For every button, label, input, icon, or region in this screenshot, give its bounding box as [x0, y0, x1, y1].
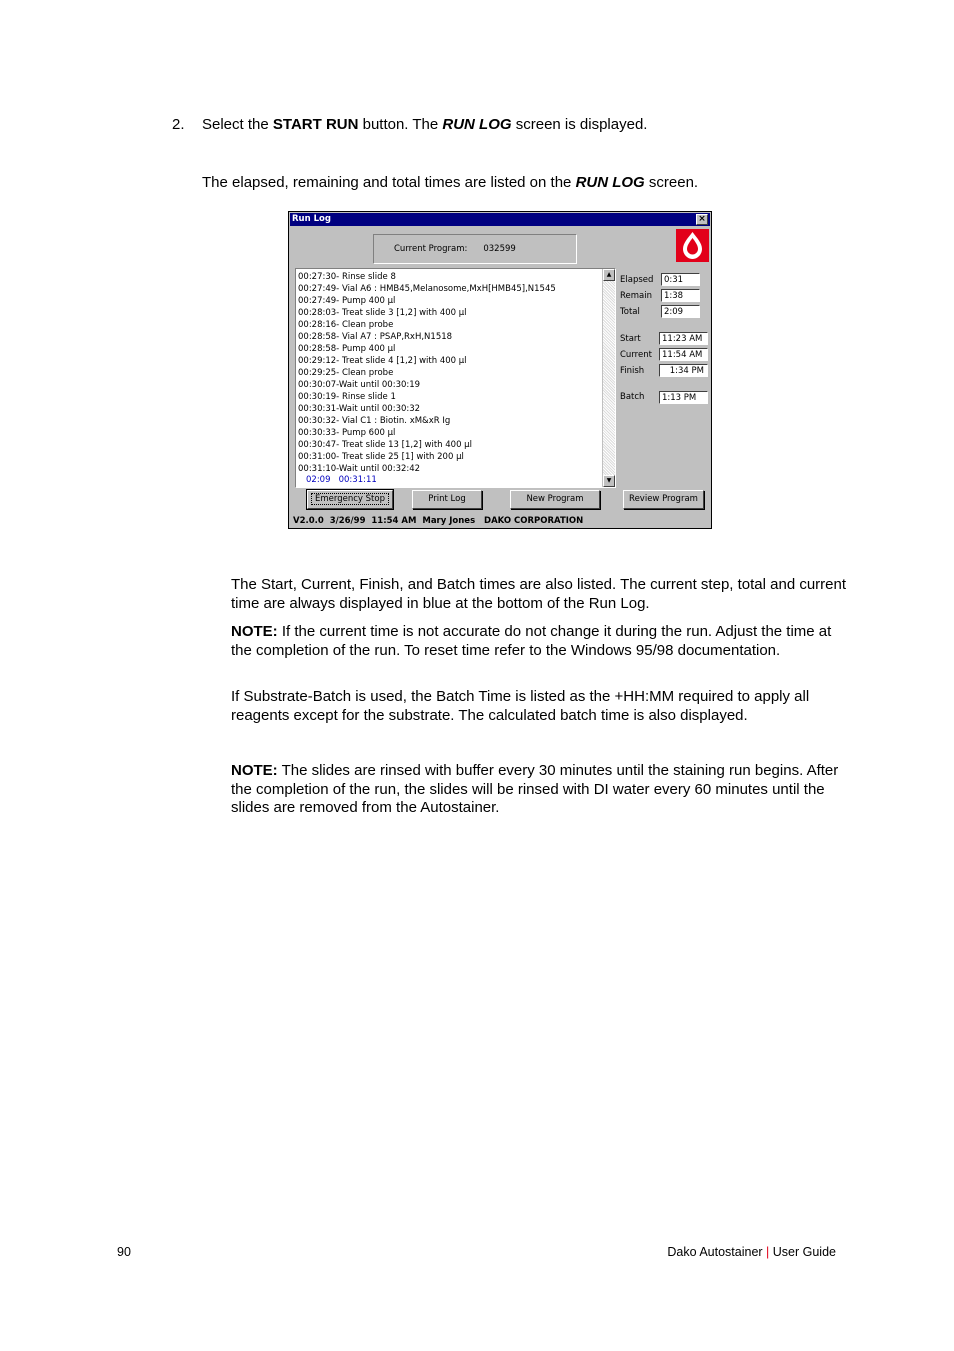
- status-bar: V2.0.0 3/26/99 11:54 AM Mary Jones DAKO CORPORATION: [293, 516, 584, 526]
- elapsed-field[interactable]: 0:31: [661, 273, 700, 286]
- batch-label: Batch: [620, 392, 645, 402]
- run-log-list[interactable]: [295, 268, 616, 488]
- remain-field[interactable]: 1:38: [661, 289, 700, 302]
- log-line: 00:28:16- Clean probe: [298, 320, 394, 330]
- total-label: Total: [620, 307, 640, 317]
- log-line: 00:30:32- Vial C1 : Biotin. xM&xR Ig: [298, 416, 451, 426]
- log-line: 00:30:33- Pump 600 µl: [298, 428, 396, 438]
- run-log-emphasis: RUN LOG: [442, 116, 512, 133]
- window-title: Run Log: [292, 214, 331, 224]
- batch-field[interactable]: 1:13 PM: [659, 391, 708, 404]
- new-program-button[interactable]: New Program: [510, 490, 600, 509]
- step-text-part: button. The: [358, 116, 443, 133]
- run-log-emphasis: RUN LOG: [575, 174, 645, 191]
- step-text: [202, 116, 647, 135]
- log-lines: [298, 271, 599, 475]
- note-text: The slides are rinsed with buffer every 30 minutes until the staining run begins. After the completion of the run, the slides will be rinsed with DI water every 60 minutes until the slides are removed from the Autostainer.: [231, 762, 839, 816]
- current-field[interactable]: 11:54 AM: [659, 348, 708, 361]
- emergency-stop-button[interactable]: [307, 490, 393, 509]
- paragraph-times: The Start, Current, Finish, and Batch times are also listed. The current step, total and current time are always displayed in blue at the bottom of the Run Log.: [231, 576, 847, 612]
- start-field[interactable]: 11:23 AM: [659, 332, 708, 345]
- log-line: 00:29:25- Clean probe: [298, 368, 394, 378]
- close-icon[interactable]: ×: [696, 214, 708, 225]
- total-field[interactable]: 2:09: [661, 305, 700, 318]
- elapsed-note-text: The elapsed, remaining and total times are listed on the: [202, 174, 576, 191]
- paragraph-substrate-batch: If Substrate-Batch is used, the Batch Time is listed as the +HH:MM required to apply all reagents except for the substrate. The calculated batch time is also displayed.: [231, 688, 810, 724]
- current-label: Current: [620, 350, 652, 360]
- log-line: 00:31:10-Wait until 00:32:42: [298, 464, 421, 474]
- print-log-button[interactable]: Print Log: [412, 490, 482, 509]
- emergency-stop-label: Emergency Stop: [311, 493, 389, 505]
- note-rinse: [231, 762, 846, 818]
- note-label: NOTE:: [231, 623, 278, 640]
- run-log-window: [288, 211, 712, 529]
- page-number: 90: [117, 1245, 131, 1259]
- log-line: 00:31:00- Treat slide 25 [1] with 200 µl: [298, 452, 464, 462]
- log-line: 00:30:31-Wait until 00:30:32: [298, 404, 421, 414]
- log-line: 00:30:07-Wait until 00:30:19: [298, 380, 421, 390]
- elapsed-note-text: screen.: [644, 174, 699, 191]
- log-line: 00:27:49- Pump 400 µl: [298, 296, 396, 306]
- finish-label: Finish: [620, 366, 645, 376]
- review-program-button[interactable]: Review Program: [623, 490, 704, 509]
- current-program-value: 032599: [483, 244, 516, 254]
- log-line: 00:28:03- Treat slide 3 [1,2] with 400 µl: [298, 308, 467, 318]
- footer-separator: |: [766, 1245, 770, 1259]
- remain-label: Remain: [620, 291, 652, 301]
- scroll-up-icon[interactable]: ▲: [603, 269, 615, 281]
- note-text: If the current time is not accurate do not change it during the run. Adjust the time at the completion of the run. To reset time refer to the Windows 95/98 documentation.: [231, 623, 832, 659]
- log-line: 00:29:12- Treat slide 4 [1,2] with 400 µl: [298, 356, 467, 366]
- log-line: 00:28:58- Vial A7 : PSAP,RxH,N1518: [298, 332, 453, 342]
- start-label: Start: [620, 334, 641, 344]
- step-number: 2.: [172, 116, 185, 133]
- log-scrollbar[interactable]: [602, 269, 615, 487]
- log-line: 00:30:47- Treat slide 13 [1,2] with 400 µl: [298, 440, 472, 450]
- start-run-emphasis: START RUN: [272, 116, 359, 133]
- current-program-panel: [373, 234, 577, 264]
- footer-guide: User Guide: [769, 1245, 836, 1259]
- current-program-label: Current Program:: [394, 244, 468, 254]
- step-text-part: screen is displayed.: [511, 116, 648, 133]
- log-line: 00:30:19- Rinse slide 1: [298, 392, 396, 402]
- scroll-down-icon[interactable]: ▼: [603, 475, 615, 487]
- finish-field[interactable]: 1:34 PM: [659, 364, 708, 377]
- window-title-bar: [290, 213, 710, 226]
- footer-title: [667, 1245, 836, 1259]
- note-current-time: [231, 623, 846, 660]
- elapsed-note: [202, 174, 698, 193]
- current-status-line: 02:09 00:31:11: [306, 475, 377, 485]
- log-line: 00:28:58- Pump 400 µl: [298, 344, 396, 354]
- log-line: 00:27:49- Vial A6 : HMB45,Melanosome,MxH[HMB45],N1545: [298, 284, 556, 294]
- footer-product: Dako Autostainer: [667, 1245, 767, 1259]
- dako-logo-icon: [676, 229, 709, 262]
- elapsed-label: Elapsed: [620, 275, 654, 285]
- step-text-part: Select the: [202, 116, 273, 133]
- log-line: 00:27:30- Rinse slide 8: [298, 272, 396, 282]
- note-label: NOTE:: [231, 762, 278, 779]
